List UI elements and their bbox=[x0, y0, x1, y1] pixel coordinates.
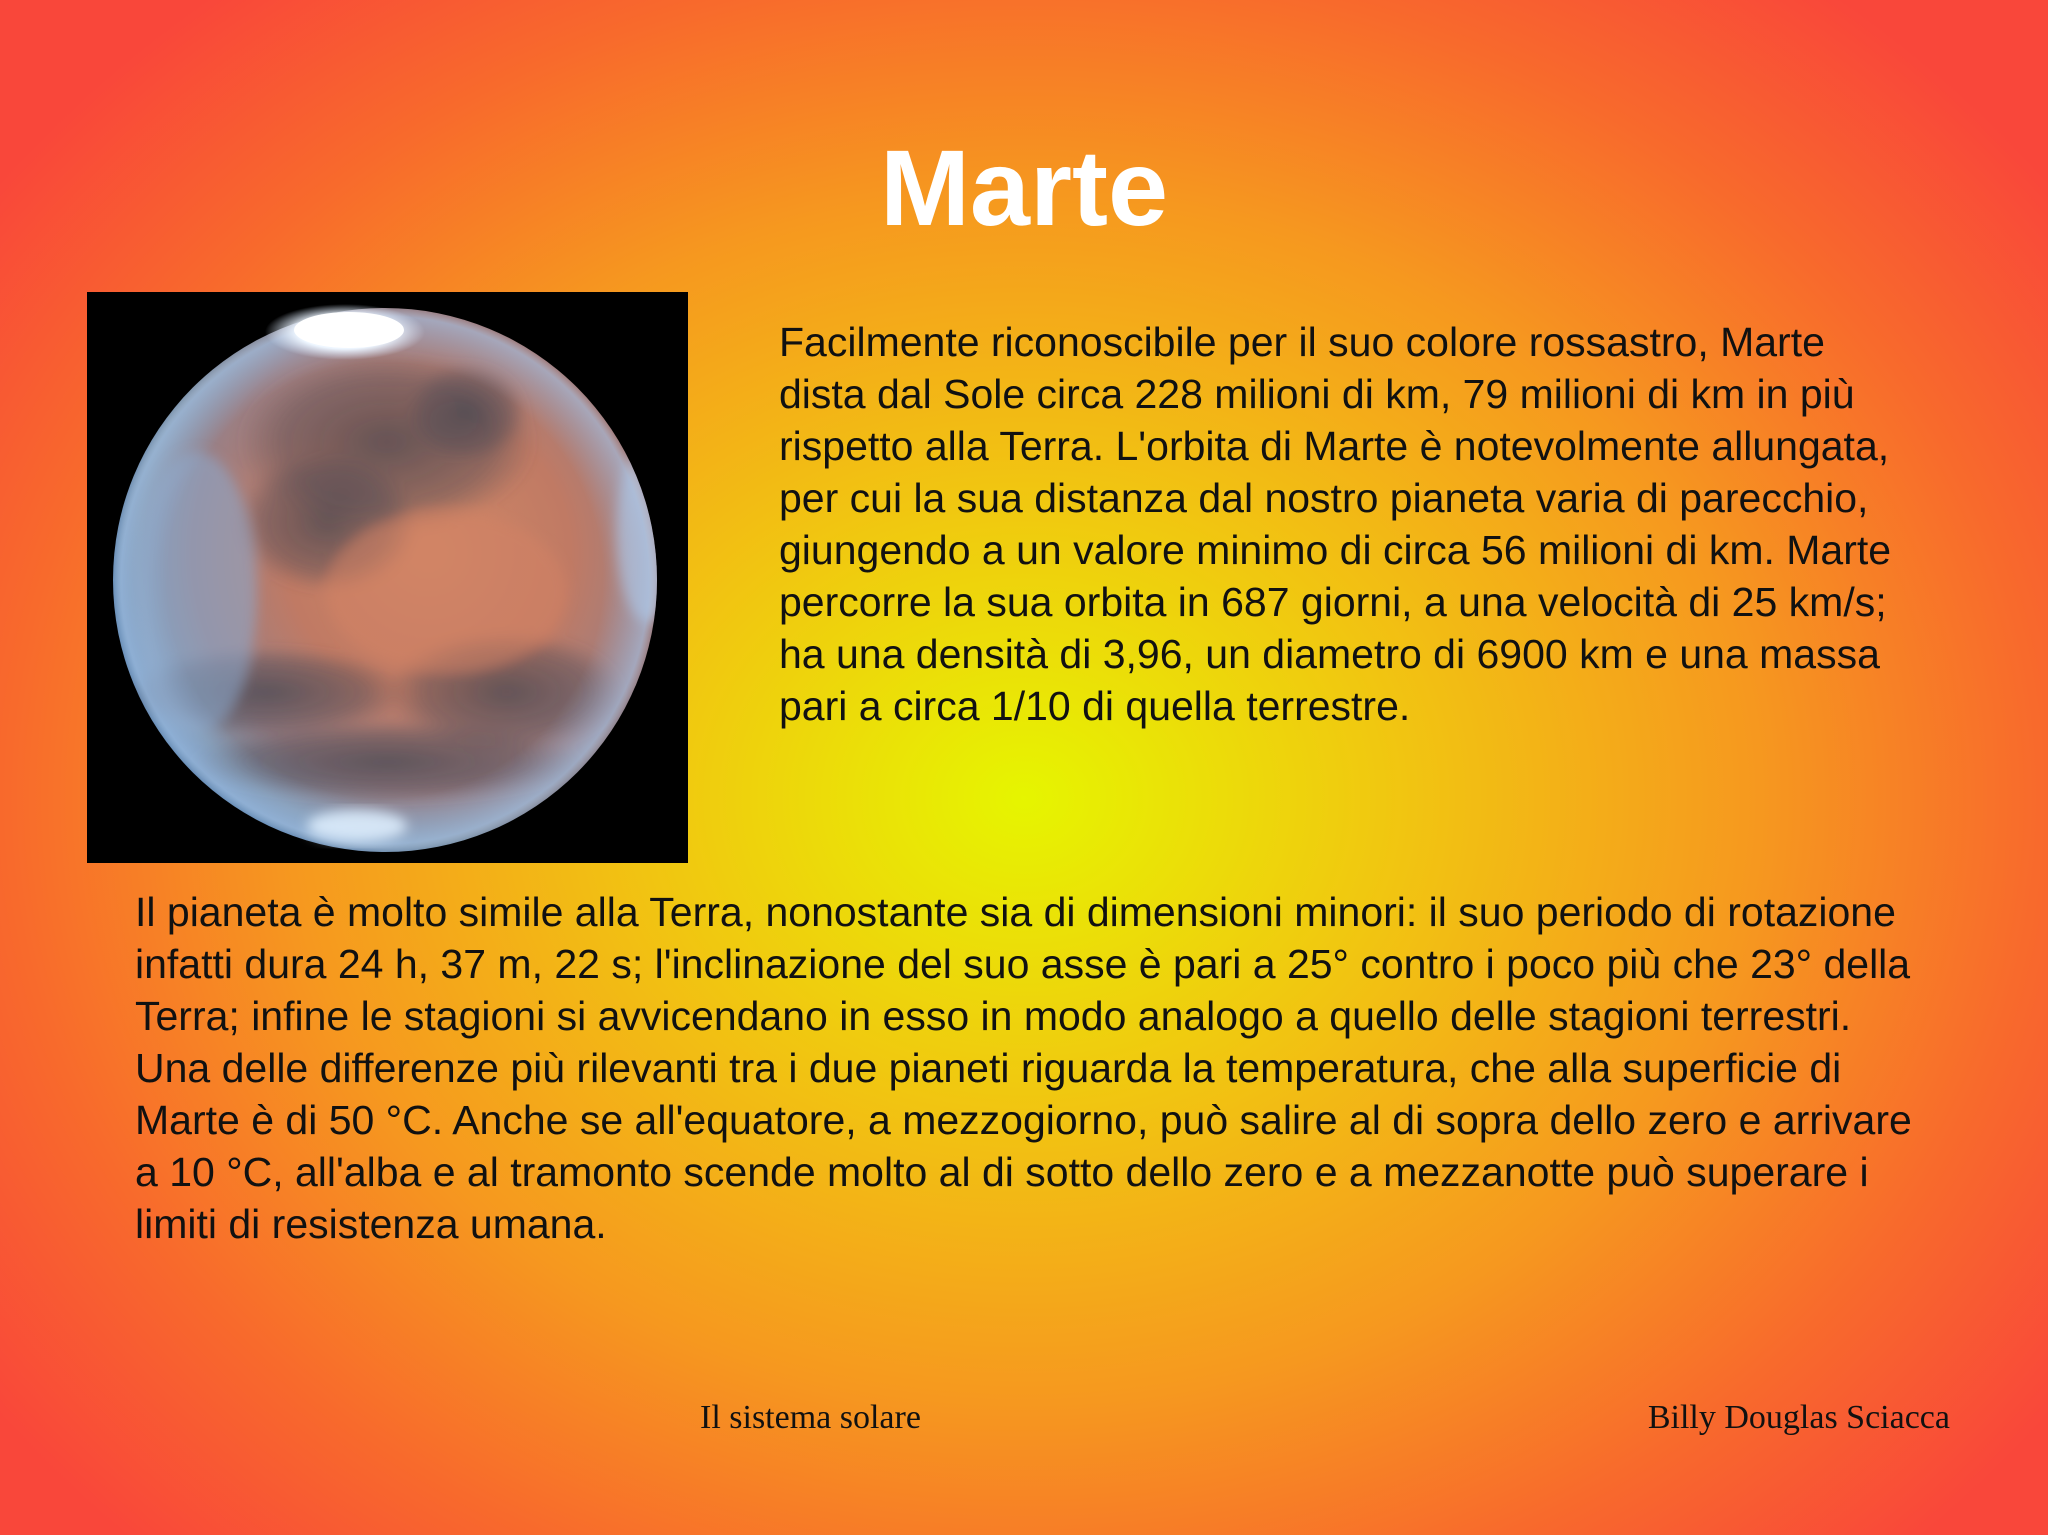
mars-image bbox=[87, 292, 688, 863]
mars-planet-icon bbox=[87, 292, 688, 863]
description-paragraph-top: Facilmente riconoscibile per il suo colore rossastro, Marte dista dal Sole circa 228 milioni di km, 79 milioni di km in più rispetto alla Terra. L'orbita di Marte è notevolmente allungata, per cui la sua distanza dal nostro pianeta varia di parecchio, giungendo a un valore minimo di circa 56 milioni di km. Marte percorre la sua orbita in 687 giorni, a una velocità di 25 km/s; ha una densità di 3,96, un diametro di 6900 km e una massa pari a circa 1/10 di quella terrestre. bbox=[779, 319, 1892, 729]
footer-author: Billy Douglas Sciacca bbox=[1647, 1399, 1950, 1436]
slide-title: Marte bbox=[879, 127, 1169, 248]
footer-title: Il sistema solare bbox=[700, 1399, 921, 1436]
description-paragraph-bottom: Il pianeta è molto simile alla Terra, nonostante sia di dimensioni minori: il suo periodo di rotazione infatti dura 24 h, 37 m, 22 s; l'inclinazione del suo asse è pari a 25° contro i poco più che 23° della Terra; infine le stagioni si avvicendano in esso in modo analogo a quello delle stagioni terrestri. Una delle differenze più rilevanti tra i due pianeti riguarda la temperatura, che alla superficie di Marte è di 50 °C. Anche se all'equatore, a mezzogiorno, può salire al di sopra dello zero e arrivare a 10 °C, all'alba e al tramonto scende molto al di sotto dello zero e a mezzanotte può superare i limiti di resistenza umana. bbox=[135, 889, 1912, 1247]
